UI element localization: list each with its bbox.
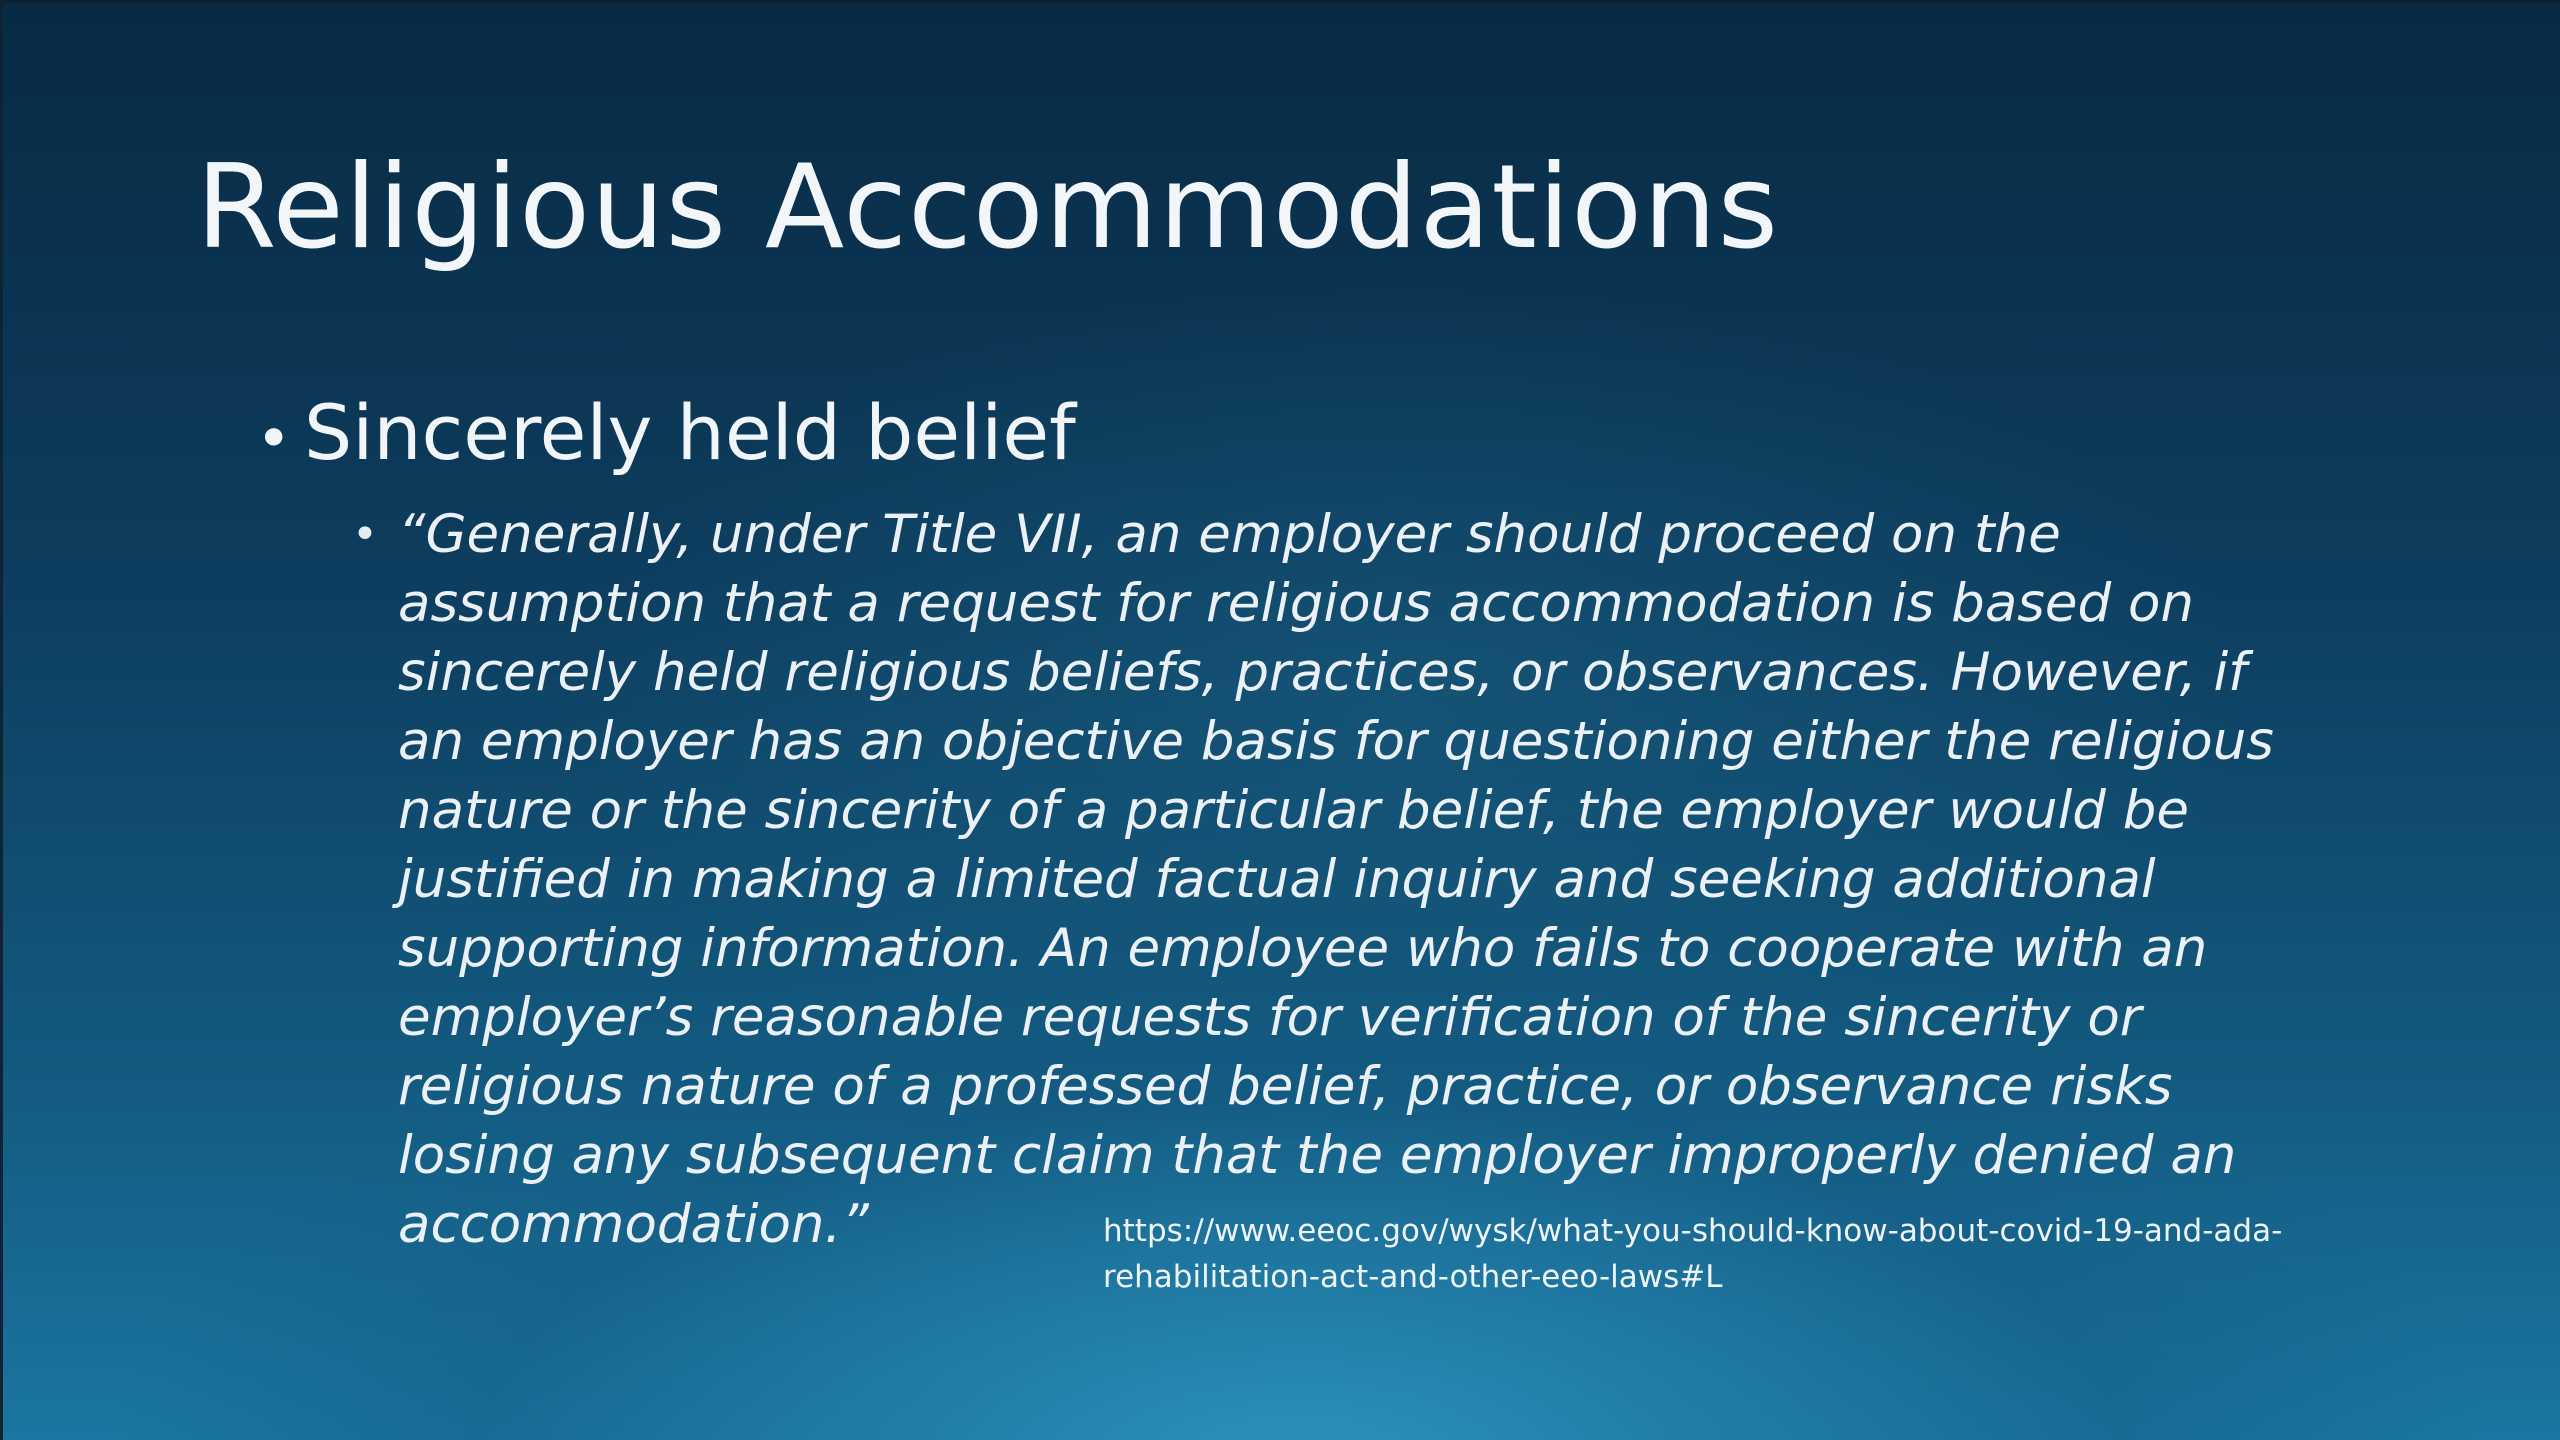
slide-title: Religious Accommodations	[196, 140, 1780, 275]
eeoc-quote-text: “Generally, under Title VII, an employer should proceed on the assumption that a request for religious accommodation is based on sincerely held religious beliefs, practices, or observances. However, if an employer has an objective basis for questioning either the religious nature or the sincerity of a particular belief, the employer would be justified in making a limited factual inquiry and seeking additional supporting information. An employee who fails to cooperate with an employer’s reasonable requests for verification of the sincerity or religious nature of a professed belief, practice, or observance risks losing any subsequent claim that the employer improperly denied an accommodation.”	[398, 504, 2274, 1255]
source-url-link[interactable]: https://www.eeoc.gov/wysk/what-you-should-know-about-covid-19-and-ada-rehabilitation-act-and-other-eeo-laws#L	[1103, 1213, 2283, 1295]
bullet-sincerely-held-belief	[256, 388, 1076, 477]
slide-top-border	[0, 0, 2560, 3]
sub-bullet-quote	[352, 500, 2352, 1259]
bullet-text: Sincerely held belief	[304, 388, 1076, 477]
bullet-dot-icon: •	[256, 404, 292, 474]
slide-left-border	[0, 0, 3, 1440]
sub-bullet-dot-icon: •	[352, 509, 378, 560]
